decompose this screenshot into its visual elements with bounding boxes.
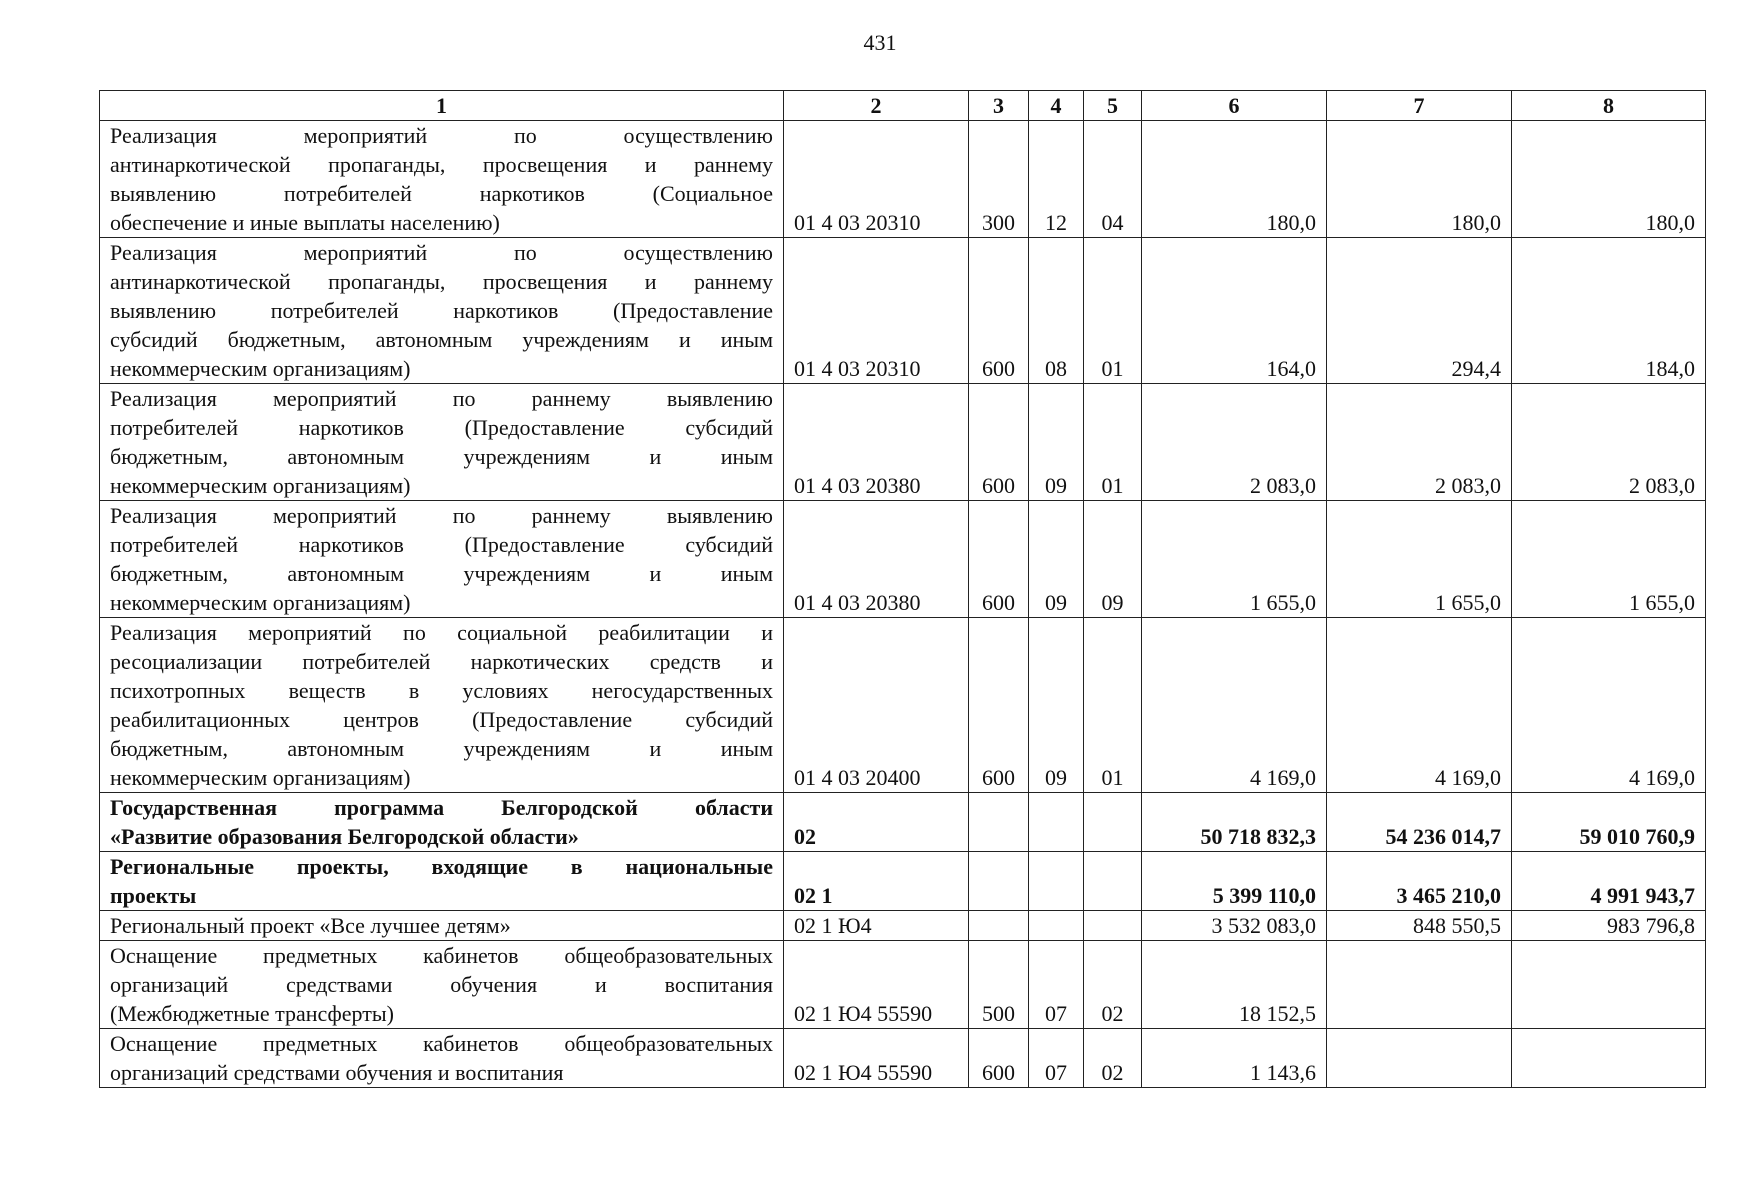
row-value-7-cell: 294,4: [1327, 238, 1512, 384]
row-value-7-cell: [1327, 941, 1512, 1029]
row-value-6-cell: 2 083,0: [1142, 384, 1327, 501]
header-cell: 3: [969, 91, 1029, 121]
row-section-cell: 08: [1029, 238, 1084, 384]
row-name-cell: [100, 1029, 784, 1088]
row-expense-type-cell: 600: [969, 501, 1029, 618]
row-section-cell: 09: [1029, 384, 1084, 501]
row-value-7-cell: 2 083,0: [1327, 384, 1512, 501]
header-cell: 1: [100, 91, 784, 121]
row-expense-type-cell: [969, 911, 1029, 941]
row-value-8-cell: 1 655,0: [1512, 501, 1706, 618]
row-name-cell: [100, 793, 784, 852]
row-name-line: выявлению потребителей наркотиков (Социальное: [110, 181, 773, 206]
header-cell: 6: [1142, 91, 1327, 121]
row-value-6-cell: 180,0: [1142, 121, 1327, 238]
row-name-cell: [100, 501, 784, 618]
row-name-line: субсидий бюджетным, автономным учреждениям и иным: [110, 327, 773, 352]
table-row: [100, 1029, 1706, 1088]
row-name-line: (Межбюджетные трансферты): [110, 1001, 394, 1026]
row-value-7-cell: 4 169,0: [1327, 618, 1512, 793]
table-row: [100, 852, 1706, 911]
row-expense-type-cell: 300: [969, 121, 1029, 238]
row-value-7-cell: 3 465 210,0: [1327, 852, 1512, 911]
row-name-line: Оснащение предметных кабинетов общеобразовательных: [110, 943, 773, 968]
row-name-line: Региональный проект «Все лучшее детям»: [110, 913, 511, 938]
page-number: 431: [863, 30, 897, 55]
row-name-line: некоммерческим организациям): [110, 765, 411, 790]
row-value-7-cell: 1 655,0: [1327, 501, 1512, 618]
row-name-line: Реализация мероприятий по раннему выявлению: [110, 503, 773, 528]
row-value-6-cell: 5 399 110,0: [1142, 852, 1327, 911]
table-row: [100, 911, 1706, 941]
row-name-cell: [100, 384, 784, 501]
row-subsection-cell: 01: [1084, 618, 1142, 793]
row-value-6-cell: 164,0: [1142, 238, 1327, 384]
row-code-cell: 01 4 03 20310: [784, 121, 969, 238]
row-name-cell: [100, 911, 784, 941]
row-value-8-cell: [1512, 1029, 1706, 1088]
row-name-line: выявлению потребителей наркотиков (Предоставление: [110, 298, 773, 323]
header-cell: 7: [1327, 91, 1512, 121]
row-section-cell: [1029, 911, 1084, 941]
row-value-8-cell: 983 796,8: [1512, 911, 1706, 941]
row-name-line: некоммерческим организациям): [110, 356, 411, 381]
row-code-cell: 01 4 03 20310: [784, 238, 969, 384]
row-section-cell: 07: [1029, 1029, 1084, 1088]
row-name-cell: [100, 121, 784, 238]
row-subsection-cell: 01: [1084, 384, 1142, 501]
table-row: [100, 793, 1706, 852]
row-name-line: Оснащение предметных кабинетов общеобразовательных: [110, 1031, 773, 1056]
header-cell: 5: [1084, 91, 1142, 121]
header-cell: 2: [784, 91, 969, 121]
table-row: [100, 618, 1706, 793]
row-name-line: Реализация мероприятий по осуществлению: [110, 240, 773, 265]
row-section-cell: 12: [1029, 121, 1084, 238]
row-value-7-cell: [1327, 1029, 1512, 1088]
header-cell: 8: [1512, 91, 1706, 121]
header-row: [100, 91, 1706, 121]
row-expense-type-cell: 600: [969, 384, 1029, 501]
row-name-line: Государственная программа Белгородской области: [110, 795, 773, 820]
row-section-cell: [1029, 793, 1084, 852]
row-name-line: психотропных веществ в условиях негосударственных: [110, 678, 773, 703]
row-expense-type-cell: 500: [969, 941, 1029, 1029]
row-section-cell: 09: [1029, 618, 1084, 793]
row-code-cell: 02 1 Ю4 55590: [784, 1029, 969, 1088]
row-code-cell: 01 4 03 20400: [784, 618, 969, 793]
row-name-cell: [100, 941, 784, 1029]
header-cell: 4: [1029, 91, 1084, 121]
row-name-cell: [100, 618, 784, 793]
row-name-line: организаций средствами обучения и воспитания: [110, 1060, 564, 1085]
row-name-line: проекты: [110, 883, 197, 908]
row-section-cell: 09: [1029, 501, 1084, 618]
row-name-line: Региональные проекты, входящие в национальные: [110, 854, 773, 879]
row-value-7-cell: 848 550,5: [1327, 911, 1512, 941]
row-expense-type-cell: [969, 793, 1029, 852]
row-name-line: бюджетным, автономным учреждениям и иным: [110, 736, 773, 761]
row-value-6-cell: 3 532 083,0: [1142, 911, 1327, 941]
row-name-line: реабилитационных центров (Предоставление субсидий: [110, 707, 773, 732]
row-section-cell: 07: [1029, 941, 1084, 1029]
table-row: [100, 501, 1706, 618]
row-value-7-cell: 180,0: [1327, 121, 1512, 238]
budget-table: [99, 90, 1706, 1088]
row-subsection-cell: 02: [1084, 1029, 1142, 1088]
row-name-line: Реализация мероприятий по осуществлению: [110, 123, 773, 148]
row-value-6-cell: 18 152,5: [1142, 941, 1327, 1029]
row-value-7-cell: 54 236 014,7: [1327, 793, 1512, 852]
row-name-line: обеспечение и иные выплаты населению): [110, 210, 500, 235]
row-code-cell: 01 4 03 20380: [784, 501, 969, 618]
row-subsection-cell: [1084, 852, 1142, 911]
row-subsection-cell: 01: [1084, 238, 1142, 384]
row-name-cell: [100, 852, 784, 911]
row-value-6-cell: 50 718 832,3: [1142, 793, 1327, 852]
row-value-6-cell: 4 169,0: [1142, 618, 1327, 793]
row-value-8-cell: 4 991 943,7: [1512, 852, 1706, 911]
row-name-line: антинаркотической пропаганды, просвещения и раннему: [110, 269, 773, 294]
row-value-8-cell: 180,0: [1512, 121, 1706, 238]
row-value-8-cell: [1512, 941, 1706, 1029]
row-value-6-cell: 1 143,6: [1142, 1029, 1327, 1088]
row-section-cell: [1029, 852, 1084, 911]
row-name-line: бюджетным, автономным учреждениям и иным: [110, 561, 773, 586]
row-name-cell: [100, 238, 784, 384]
row-name-line: Реализация мероприятий по социальной реабилитации и: [110, 620, 773, 645]
row-name-line: бюджетным, автономным учреждениям и иным: [110, 444, 773, 469]
row-code-cell: 02: [784, 793, 969, 852]
row-expense-type-cell: 600: [969, 618, 1029, 793]
row-expense-type-cell: 600: [969, 1029, 1029, 1088]
row-name-line: потребителей наркотиков (Предоставление субсидий: [110, 415, 773, 440]
row-value-8-cell: 2 083,0: [1512, 384, 1706, 501]
table-row: [100, 941, 1706, 1029]
row-subsection-cell: 02: [1084, 941, 1142, 1029]
row-expense-type-cell: [969, 852, 1029, 911]
table-row: [100, 238, 1706, 384]
row-subsection-cell: 09: [1084, 501, 1142, 618]
row-name-line: организаций средствами обучения и воспитания: [110, 972, 773, 997]
row-name-line: антинаркотической пропаганды, просвещения и раннему: [110, 152, 773, 177]
row-expense-type-cell: 600: [969, 238, 1029, 384]
row-name-line: некоммерческим организациям): [110, 473, 411, 498]
row-subsection-cell: [1084, 911, 1142, 941]
row-code-cell: 02 1 Ю4: [784, 911, 969, 941]
row-value-8-cell: 59 010 760,9: [1512, 793, 1706, 852]
row-subsection-cell: 04: [1084, 121, 1142, 238]
row-code-cell: 02 1 Ю4 55590: [784, 941, 969, 1029]
row-name-line: потребителей наркотиков (Предоставление субсидий: [110, 532, 773, 557]
row-subsection-cell: [1084, 793, 1142, 852]
row-name-line: Реализация мероприятий по раннему выявлению: [110, 386, 773, 411]
row-code-cell: 02 1: [784, 852, 969, 911]
row-code-cell: 01 4 03 20380: [784, 384, 969, 501]
row-name-line: ресоциализации потребителей наркотических средств и: [110, 649, 773, 674]
row-value-8-cell: 4 169,0: [1512, 618, 1706, 793]
table-row: [100, 121, 1706, 238]
row-value-8-cell: 184,0: [1512, 238, 1706, 384]
table-row: [100, 384, 1706, 501]
row-value-6-cell: 1 655,0: [1142, 501, 1327, 618]
row-name-line: некоммерческим организациям): [110, 590, 411, 615]
row-name-line: «Развитие образования Белгородской области»: [110, 824, 579, 849]
